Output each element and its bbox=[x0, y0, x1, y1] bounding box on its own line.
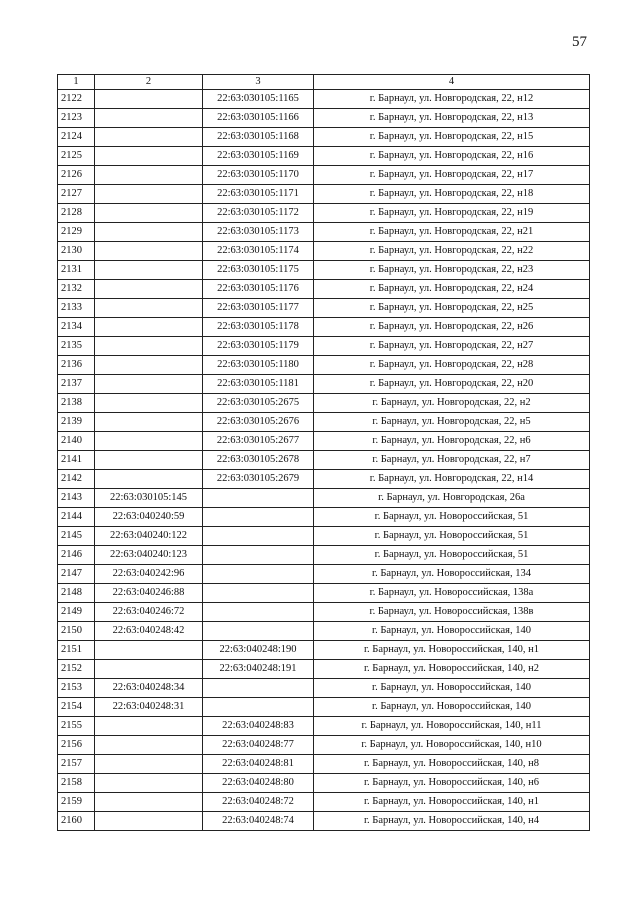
object-number-cell: 22:63:030105:1166 bbox=[203, 109, 314, 128]
row-number-cell: 2148 bbox=[58, 584, 95, 603]
address-cell: г. Барнаул, ул. Новороссийская, 140, н11 bbox=[314, 717, 590, 736]
row-number-cell: 2126 bbox=[58, 166, 95, 185]
object-number-cell bbox=[203, 527, 314, 546]
object-number-cell bbox=[203, 584, 314, 603]
object-number-cell: 22:63:030105:1174 bbox=[203, 242, 314, 261]
table-row bbox=[58, 90, 590, 109]
row-number-cell: 2127 bbox=[58, 185, 95, 204]
object-number-cell bbox=[203, 679, 314, 698]
parcel-number-cell bbox=[95, 185, 203, 204]
registry-table bbox=[57, 74, 590, 831]
table-row bbox=[58, 489, 590, 508]
address-cell: г. Барнаул, ул. Новороссийская, 140 bbox=[314, 698, 590, 717]
table-row bbox=[58, 413, 590, 432]
table-row bbox=[58, 166, 590, 185]
address-cell: г. Барнаул, ул. Новгородская, 22, н13 bbox=[314, 109, 590, 128]
address-cell: г. Барнаул, ул. Новгородская, 22, н25 bbox=[314, 299, 590, 318]
table-row bbox=[58, 470, 590, 489]
parcel-number-cell bbox=[95, 641, 203, 660]
parcel-number-cell bbox=[95, 166, 203, 185]
row-number-cell: 2145 bbox=[58, 527, 95, 546]
object-number-cell: 22:63:030105:2677 bbox=[203, 432, 314, 451]
table-row bbox=[58, 736, 590, 755]
row-number-cell: 2133 bbox=[58, 299, 95, 318]
row-number-cell: 2132 bbox=[58, 280, 95, 299]
object-number-cell: 22:63:040248:77 bbox=[203, 736, 314, 755]
parcel-number-cell bbox=[95, 147, 203, 166]
table-row bbox=[58, 812, 590, 831]
address-cell: г. Барнаул, ул. Новороссийская, 140, н4 bbox=[314, 812, 590, 831]
table-body bbox=[58, 90, 590, 831]
parcel-number-cell: 22:63:040240:122 bbox=[95, 527, 203, 546]
parcel-number-cell bbox=[95, 774, 203, 793]
row-number-cell: 2149 bbox=[58, 603, 95, 622]
table-row bbox=[58, 318, 590, 337]
row-number-cell: 2124 bbox=[58, 128, 95, 147]
row-number-cell: 2151 bbox=[58, 641, 95, 660]
row-number-cell: 2135 bbox=[58, 337, 95, 356]
row-number-cell: 2157 bbox=[58, 755, 95, 774]
row-number-cell: 2147 bbox=[58, 565, 95, 584]
parcel-number-cell bbox=[95, 318, 203, 337]
address-cell: г. Барнаул, ул. Новгородская, 22, н5 bbox=[314, 413, 590, 432]
row-number-cell: 2152 bbox=[58, 660, 95, 679]
address-cell: г. Барнаул, ул. Новгородская, 22, н7 bbox=[314, 451, 590, 470]
table-row bbox=[58, 337, 590, 356]
object-number-cell: 22:63:040248:83 bbox=[203, 717, 314, 736]
table-row bbox=[58, 698, 590, 717]
row-number-cell: 2122 bbox=[58, 90, 95, 109]
parcel-number-cell bbox=[95, 812, 203, 831]
parcel-number-cell bbox=[95, 793, 203, 812]
table-row bbox=[58, 755, 590, 774]
object-number-cell: 22:63:030105:1170 bbox=[203, 166, 314, 185]
address-cell: г. Барнаул, ул. Новгородская, 22, н19 bbox=[314, 204, 590, 223]
address-cell: г. Барнаул, ул. Новгородская, 22, н16 bbox=[314, 147, 590, 166]
table-header-row bbox=[58, 75, 590, 90]
row-number-cell: 2129 bbox=[58, 223, 95, 242]
object-number-cell: 22:63:040248:191 bbox=[203, 660, 314, 679]
parcel-number-cell bbox=[95, 356, 203, 375]
parcel-number-cell bbox=[95, 451, 203, 470]
parcel-number-cell bbox=[95, 717, 203, 736]
object-number-cell: 22:63:030105:1176 bbox=[203, 280, 314, 299]
table-row bbox=[58, 432, 590, 451]
parcel-number-cell bbox=[95, 470, 203, 489]
parcel-number-cell bbox=[95, 299, 203, 318]
row-number-cell: 2156 bbox=[58, 736, 95, 755]
address-cell: г. Барнаул, ул. Новгородская, 22, н18 bbox=[314, 185, 590, 204]
table-row bbox=[58, 660, 590, 679]
table-row bbox=[58, 204, 590, 223]
parcel-number-cell: 22:63:030105:145 bbox=[95, 489, 203, 508]
parcel-number-cell: 22:63:040246:72 bbox=[95, 603, 203, 622]
object-number-cell bbox=[203, 603, 314, 622]
row-number-cell: 2144 bbox=[58, 508, 95, 527]
row-number-cell: 2146 bbox=[58, 546, 95, 565]
address-cell: г. Барнаул, ул. Новороссийская, 134 bbox=[314, 565, 590, 584]
parcel-number-cell bbox=[95, 432, 203, 451]
parcel-number-cell bbox=[95, 375, 203, 394]
object-number-cell: 22:63:030105:1175 bbox=[203, 261, 314, 280]
object-number-cell: 22:63:030105:1181 bbox=[203, 375, 314, 394]
parcel-number-cell bbox=[95, 394, 203, 413]
object-number-cell: 22:63:030105:2676 bbox=[203, 413, 314, 432]
address-cell: г. Барнаул, ул. Новороссийская, 140 bbox=[314, 679, 590, 698]
object-number-cell: 22:63:040248:72 bbox=[203, 793, 314, 812]
row-number-cell: 2131 bbox=[58, 261, 95, 280]
object-number-cell: 22:63:030105:1177 bbox=[203, 299, 314, 318]
column-header-1: 1 bbox=[58, 75, 95, 90]
object-number-cell bbox=[203, 622, 314, 641]
address-cell: г. Барнаул, ул. Новгородская, 26а bbox=[314, 489, 590, 508]
object-number-cell: 22:63:030105:2679 bbox=[203, 470, 314, 489]
row-number-cell: 2134 bbox=[58, 318, 95, 337]
object-number-cell: 22:63:030105:1171 bbox=[203, 185, 314, 204]
table-row bbox=[58, 508, 590, 527]
table-row bbox=[58, 641, 590, 660]
address-cell: г. Барнаул, ул. Новгородская, 22, н17 bbox=[314, 166, 590, 185]
address-cell: г. Барнаул, ул. Новгородская, 22, н23 bbox=[314, 261, 590, 280]
table-row bbox=[58, 603, 590, 622]
parcel-number-cell bbox=[95, 337, 203, 356]
table-row bbox=[58, 565, 590, 584]
column-header-3: 3 bbox=[203, 75, 314, 90]
row-number-cell: 2159 bbox=[58, 793, 95, 812]
table-row bbox=[58, 774, 590, 793]
table-row bbox=[58, 223, 590, 242]
address-cell: г. Барнаул, ул. Новгородская, 22, н15 bbox=[314, 128, 590, 147]
address-cell: г. Барнаул, ул. Новороссийская, 138а bbox=[314, 584, 590, 603]
address-cell: г. Барнаул, ул. Новгородская, 22, н22 bbox=[314, 242, 590, 261]
parcel-number-cell: 22:63:040240:59 bbox=[95, 508, 203, 527]
parcel-number-cell bbox=[95, 204, 203, 223]
table-row bbox=[58, 546, 590, 565]
object-number-cell: 22:63:030105:1173 bbox=[203, 223, 314, 242]
row-number-cell: 2139 bbox=[58, 413, 95, 432]
address-cell: г. Барнаул, ул. Новороссийская, 51 bbox=[314, 546, 590, 565]
object-number-cell: 22:63:040248:80 bbox=[203, 774, 314, 793]
address-cell: г. Барнаул, ул. Новороссийская, 140, н1 bbox=[314, 641, 590, 660]
page-number: 57 bbox=[572, 34, 587, 50]
table-row bbox=[58, 584, 590, 603]
address-cell: г. Барнаул, ул. Новороссийская, 51 bbox=[314, 508, 590, 527]
address-cell: г. Барнаул, ул. Новгородская, 22, н28 bbox=[314, 356, 590, 375]
table-row bbox=[58, 375, 590, 394]
object-number-cell: 22:63:030105:2678 bbox=[203, 451, 314, 470]
row-number-cell: 2128 bbox=[58, 204, 95, 223]
object-number-cell bbox=[203, 698, 314, 717]
address-cell: г. Барнаул, ул. Новгородская, 22, н2 bbox=[314, 394, 590, 413]
table-row bbox=[58, 717, 590, 736]
table-row bbox=[58, 299, 590, 318]
address-cell: г. Барнаул, ул. Новороссийская, 51 bbox=[314, 527, 590, 546]
table-row bbox=[58, 451, 590, 470]
object-number-cell: 22:63:030105:1165 bbox=[203, 90, 314, 109]
address-cell: г. Барнаул, ул. Новороссийская, 140 bbox=[314, 622, 590, 641]
object-number-cell: 22:63:030105:1172 bbox=[203, 204, 314, 223]
column-header-4: 4 bbox=[314, 75, 590, 90]
object-number-cell: 22:63:040248:190 bbox=[203, 641, 314, 660]
table-row bbox=[58, 527, 590, 546]
object-number-cell bbox=[203, 508, 314, 527]
address-cell: г. Барнаул, ул. Новгородская, 22, н26 bbox=[314, 318, 590, 337]
table-row bbox=[58, 679, 590, 698]
address-cell: г. Барнаул, ул. Новгородская, 22, н6 bbox=[314, 432, 590, 451]
address-cell: г. Барнаул, ул. Новгородская, 22, н27 bbox=[314, 337, 590, 356]
address-cell: г. Барнаул, ул. Новгородская, 22, н24 bbox=[314, 280, 590, 299]
object-number-cell: 22:63:040248:74 bbox=[203, 812, 314, 831]
parcel-number-cell bbox=[95, 242, 203, 261]
table-row bbox=[58, 261, 590, 280]
row-number-cell: 2150 bbox=[58, 622, 95, 641]
row-number-cell: 2140 bbox=[58, 432, 95, 451]
object-number-cell: 22:63:030105:1180 bbox=[203, 356, 314, 375]
table-row bbox=[58, 622, 590, 641]
parcel-number-cell: 22:63:040248:34 bbox=[95, 679, 203, 698]
parcel-number-cell bbox=[95, 736, 203, 755]
table-row bbox=[58, 356, 590, 375]
parcel-number-cell: 22:63:040248:42 bbox=[95, 622, 203, 641]
table-row bbox=[58, 147, 590, 166]
object-number-cell: 22:63:030105:1178 bbox=[203, 318, 314, 337]
row-number-cell: 2142 bbox=[58, 470, 95, 489]
object-number-cell bbox=[203, 489, 314, 508]
row-number-cell: 2155 bbox=[58, 717, 95, 736]
column-header-2: 2 bbox=[95, 75, 203, 90]
row-number-cell: 2160 bbox=[58, 812, 95, 831]
address-cell: г. Барнаул, ул. Новороссийская, 140, н10 bbox=[314, 736, 590, 755]
parcel-number-cell: 22:63:040240:123 bbox=[95, 546, 203, 565]
row-number-cell: 2123 bbox=[58, 109, 95, 128]
row-number-cell: 2138 bbox=[58, 394, 95, 413]
address-cell: г. Барнаул, ул. Новгородская, 22, н20 bbox=[314, 375, 590, 394]
address-cell: г. Барнаул, ул. Новгородская, 22, н12 bbox=[314, 90, 590, 109]
parcel-number-cell bbox=[95, 261, 203, 280]
object-number-cell: 22:63:040248:81 bbox=[203, 755, 314, 774]
parcel-number-cell bbox=[95, 280, 203, 299]
parcel-number-cell: 22:63:040246:88 bbox=[95, 584, 203, 603]
table-row bbox=[58, 128, 590, 147]
address-cell: г. Барнаул, ул. Новгородская, 22, н21 bbox=[314, 223, 590, 242]
table-row bbox=[58, 185, 590, 204]
table-row bbox=[58, 394, 590, 413]
row-number-cell: 2158 bbox=[58, 774, 95, 793]
parcel-number-cell bbox=[95, 90, 203, 109]
address-cell: г. Барнаул, ул. Новгородская, 22, н14 bbox=[314, 470, 590, 489]
row-number-cell: 2154 bbox=[58, 698, 95, 717]
row-number-cell: 2153 bbox=[58, 679, 95, 698]
object-number-cell bbox=[203, 546, 314, 565]
table-row bbox=[58, 280, 590, 299]
object-number-cell: 22:63:030105:1179 bbox=[203, 337, 314, 356]
parcel-number-cell bbox=[95, 413, 203, 432]
table-row bbox=[58, 242, 590, 261]
object-number-cell bbox=[203, 565, 314, 584]
address-cell: г. Барнаул, ул. Новороссийская, 140, н8 bbox=[314, 755, 590, 774]
row-number-cell: 2130 bbox=[58, 242, 95, 261]
parcel-number-cell bbox=[95, 223, 203, 242]
parcel-number-cell bbox=[95, 109, 203, 128]
table-row bbox=[58, 109, 590, 128]
object-number-cell: 22:63:030105:2675 bbox=[203, 394, 314, 413]
parcel-number-cell bbox=[95, 128, 203, 147]
parcel-number-cell: 22:63:040248:31 bbox=[95, 698, 203, 717]
row-number-cell: 2137 bbox=[58, 375, 95, 394]
address-cell: г. Барнаул, ул. Новороссийская, 140, н6 bbox=[314, 774, 590, 793]
object-number-cell: 22:63:030105:1169 bbox=[203, 147, 314, 166]
row-number-cell: 2143 bbox=[58, 489, 95, 508]
address-cell: г. Барнаул, ул. Новороссийская, 138в bbox=[314, 603, 590, 622]
table-row bbox=[58, 793, 590, 812]
address-cell: г. Барнаул, ул. Новороссийская, 140, н1 bbox=[314, 793, 590, 812]
parcel-number-cell: 22:63:040242:96 bbox=[95, 565, 203, 584]
row-number-cell: 2125 bbox=[58, 147, 95, 166]
row-number-cell: 2136 bbox=[58, 356, 95, 375]
parcel-number-cell bbox=[95, 660, 203, 679]
object-number-cell: 22:63:030105:1168 bbox=[203, 128, 314, 147]
address-cell: г. Барнаул, ул. Новороссийская, 140, н2 bbox=[314, 660, 590, 679]
parcel-number-cell bbox=[95, 755, 203, 774]
row-number-cell: 2141 bbox=[58, 451, 95, 470]
